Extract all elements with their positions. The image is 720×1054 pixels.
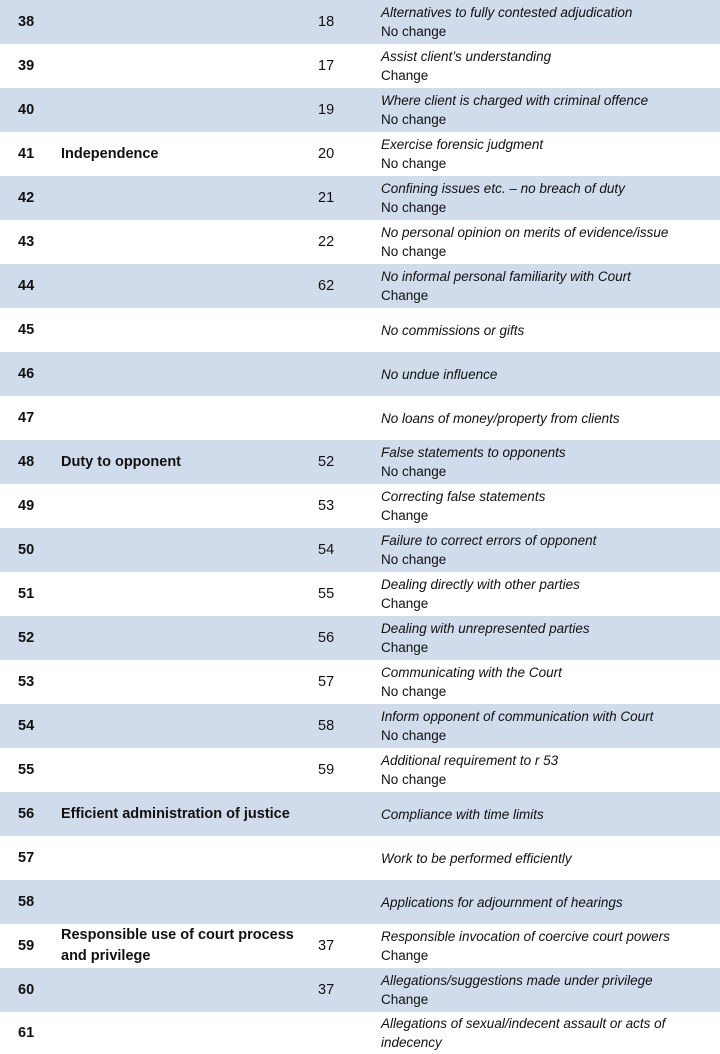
old-rule-number-cell: 20 — [318, 146, 335, 162]
description-cell — [381, 440, 720, 484]
rule-number-cell: 44 — [18, 278, 35, 294]
table-row — [0, 352, 720, 396]
table-row — [0, 176, 720, 220]
table-row — [0, 220, 720, 264]
table-row — [0, 88, 720, 132]
table-row — [0, 660, 720, 704]
table-row — [0, 484, 720, 528]
rule-title: Applications for adjournment of hearings — [381, 894, 623, 910]
description-cell — [381, 924, 720, 968]
rule-number-cell: 60 — [18, 982, 35, 998]
change-status: Change — [381, 992, 429, 1007]
rule-number-cell: 41 — [18, 146, 35, 162]
table-row — [0, 704, 720, 748]
rule-title: Failure to correct errors of opponent — [381, 533, 597, 548]
rule-title: Compliance with time limits — [381, 806, 544, 822]
rule-title: Allegations of sexual/indecent assault or acts of indecency — [381, 1016, 666, 1050]
old-rule-number-cell — [318, 836, 381, 880]
old-rule-number-cell — [318, 352, 381, 396]
old-rule-number-cell: 53 — [318, 498, 335, 514]
rule-number-cell: 56 — [18, 806, 35, 822]
section-heading-cell — [61, 968, 318, 1012]
description-cell — [381, 352, 720, 396]
old-rule-number-cell: 18 — [318, 14, 335, 30]
old-rule-number-cell: 37 — [318, 938, 335, 954]
description-cell — [381, 220, 720, 264]
description-cell — [381, 572, 720, 616]
rule-number-cell: 49 — [18, 498, 35, 514]
table-row — [0, 792, 720, 836]
rule-title: False statements to opponents — [381, 445, 566, 460]
change-status: No change — [381, 200, 447, 215]
table-row — [0, 528, 720, 572]
old-rule-number-cell: 56 — [318, 630, 335, 646]
table-row — [0, 968, 720, 1012]
section-heading-cell — [61, 176, 318, 220]
change-status: No change — [381, 728, 447, 743]
old-rule-number-cell — [318, 1012, 381, 1054]
description-cell — [381, 308, 720, 352]
rule-number-cell: 53 — [18, 674, 35, 690]
old-rule-number-cell — [318, 308, 381, 352]
section-heading-cell — [61, 880, 318, 924]
table-row — [0, 748, 720, 792]
old-rule-number-cell — [318, 396, 381, 440]
rule-number-cell: 52 — [18, 630, 35, 646]
description-cell — [381, 0, 720, 44]
rule-title: Exercise forensic judgment — [381, 137, 544, 152]
section-heading-cell — [61, 660, 318, 704]
description-cell — [381, 616, 720, 660]
rule-number-cell: 43 — [18, 234, 35, 250]
rule-number-cell: 38 — [18, 14, 35, 30]
description-cell — [381, 132, 720, 176]
change-status: Change — [381, 508, 429, 523]
section-heading-cell — [61, 0, 318, 44]
section-heading-cell — [61, 220, 318, 264]
rule-number-cell: 61 — [18, 1025, 35, 1041]
section-heading-cell — [61, 528, 318, 572]
old-rule-number-cell: 57 — [318, 674, 335, 690]
description-cell — [381, 176, 720, 220]
section-heading-cell — [61, 88, 318, 132]
section-heading-cell: Independence — [61, 145, 159, 162]
section-heading-cell — [61, 396, 318, 440]
old-rule-number-cell: 52 — [318, 454, 335, 470]
table-row — [0, 572, 720, 616]
change-status: Change — [381, 68, 429, 83]
rule-title: Allegations/suggestions made under privilege — [381, 973, 653, 988]
table-row — [0, 264, 720, 308]
rule-title: Work to be performed efficiently — [381, 850, 572, 866]
section-heading-cell — [61, 44, 318, 88]
rule-number-cell: 39 — [18, 58, 35, 74]
table-row — [0, 616, 720, 660]
table-row — [0, 440, 720, 484]
description-cell — [381, 88, 720, 132]
old-rule-number-cell: 55 — [318, 586, 335, 602]
table-row — [0, 308, 720, 352]
change-status: No change — [381, 552, 447, 567]
rule-number-cell: 55 — [18, 762, 35, 778]
change-status: Change — [381, 948, 429, 963]
change-status: No change — [381, 684, 447, 699]
old-rule-number-cell — [318, 880, 381, 924]
change-status: Change — [381, 640, 429, 655]
section-heading-cell — [61, 748, 318, 792]
old-rule-number-cell: 19 — [318, 102, 335, 118]
description-cell — [381, 396, 720, 440]
description-cell — [381, 704, 720, 748]
section-heading-cell: Responsible use of court process and privilege — [61, 927, 294, 964]
rule-title: Where client is charged with criminal offence — [381, 93, 649, 108]
rule-title: Responsible invocation of coercive court powers — [381, 929, 670, 944]
section-heading-cell: Efficient administration of justice — [61, 805, 290, 822]
rule-title: No undue influence — [381, 366, 498, 382]
section-heading-cell — [61, 704, 318, 748]
description-cell — [381, 528, 720, 572]
rule-title: Dealing directly with other parties — [381, 577, 580, 592]
description-cell — [381, 264, 720, 308]
rule-number-cell: 58 — [18, 894, 35, 910]
rule-title: Confining issues etc. – no breach of duty — [381, 181, 625, 196]
rule-number-cell: 50 — [18, 542, 35, 558]
rule-title: No personal opinion on merits of evidence/issue — [381, 225, 669, 240]
change-status: No change — [381, 772, 447, 787]
section-heading-cell — [61, 352, 318, 396]
section-heading-cell: Duty to opponent — [61, 453, 182, 470]
section-heading-cell — [61, 616, 318, 660]
old-rule-number-cell: 58 — [318, 718, 335, 734]
section-heading-cell — [61, 836, 318, 880]
rule-number-cell: 45 — [18, 322, 35, 338]
rule-title: Assist client’s understanding — [381, 49, 552, 64]
description-cell — [381, 792, 720, 836]
old-rule-number-cell: 62 — [318, 278, 335, 294]
change-status: No change — [381, 24, 447, 39]
rule-title: Correcting false statements — [381, 489, 546, 504]
old-rule-number-cell: 59 — [318, 762, 335, 778]
description-cell — [381, 44, 720, 88]
rule-number-cell: 47 — [18, 410, 35, 426]
section-heading-cell — [61, 264, 318, 308]
rule-number-cell: 57 — [18, 850, 35, 866]
old-rule-number-cell: 22 — [318, 234, 335, 250]
table-row — [0, 396, 720, 440]
description-cell — [381, 1012, 720, 1054]
rule-title: Additional requirement to r 53 — [381, 753, 559, 768]
section-heading-cell — [61, 572, 318, 616]
table-row — [0, 1012, 720, 1054]
rule-number-cell: 42 — [18, 190, 35, 206]
section-heading-cell — [61, 484, 318, 528]
old-rule-number-cell: 17 — [318, 58, 335, 74]
change-status: No change — [381, 156, 447, 171]
rule-title: No loans of money/property from clients — [381, 410, 620, 426]
table-row — [0, 836, 720, 880]
description-cell — [381, 836, 720, 880]
change-status: No change — [381, 112, 447, 127]
rule-number-cell: 46 — [18, 366, 35, 382]
change-status: Change — [381, 596, 429, 611]
rule-number-cell: 54 — [18, 718, 35, 734]
rule-title: Dealing with unrepresented parties — [381, 621, 590, 636]
description-cell — [381, 484, 720, 528]
rule-title: Communicating with the Court — [381, 665, 562, 680]
rule-title: No commissions or gifts — [381, 322, 525, 338]
change-status: No change — [381, 244, 447, 259]
section-heading-cell — [61, 1012, 318, 1054]
description-cell — [381, 748, 720, 792]
old-rule-number-cell: 21 — [318, 190, 335, 206]
rule-title: No informal personal familiarity with Court — [381, 269, 631, 284]
description-cell — [381, 880, 720, 924]
old-rule-number-cell: 54 — [318, 542, 335, 558]
table-row — [0, 924, 720, 968]
old-rule-number-cell — [318, 792, 381, 836]
table-row — [0, 880, 720, 924]
table-row — [0, 0, 720, 44]
table-row — [0, 132, 720, 176]
rule-number-cell: 51 — [18, 586, 35, 602]
rule-number-cell: 40 — [18, 102, 35, 118]
rule-number-cell: 48 — [18, 454, 35, 470]
change-status: Change — [381, 288, 429, 303]
table-row — [0, 44, 720, 88]
rule-title: Alternatives to fully contested adjudication — [381, 5, 633, 20]
change-status: No change — [381, 464, 447, 479]
old-rule-number-cell: 37 — [318, 982, 335, 998]
description-cell — [381, 968, 720, 1012]
rule-number-cell: 59 — [18, 938, 35, 954]
section-heading-cell — [61, 308, 318, 352]
rule-title: Inform opponent of communication with Court — [381, 709, 654, 724]
description-cell — [381, 660, 720, 704]
